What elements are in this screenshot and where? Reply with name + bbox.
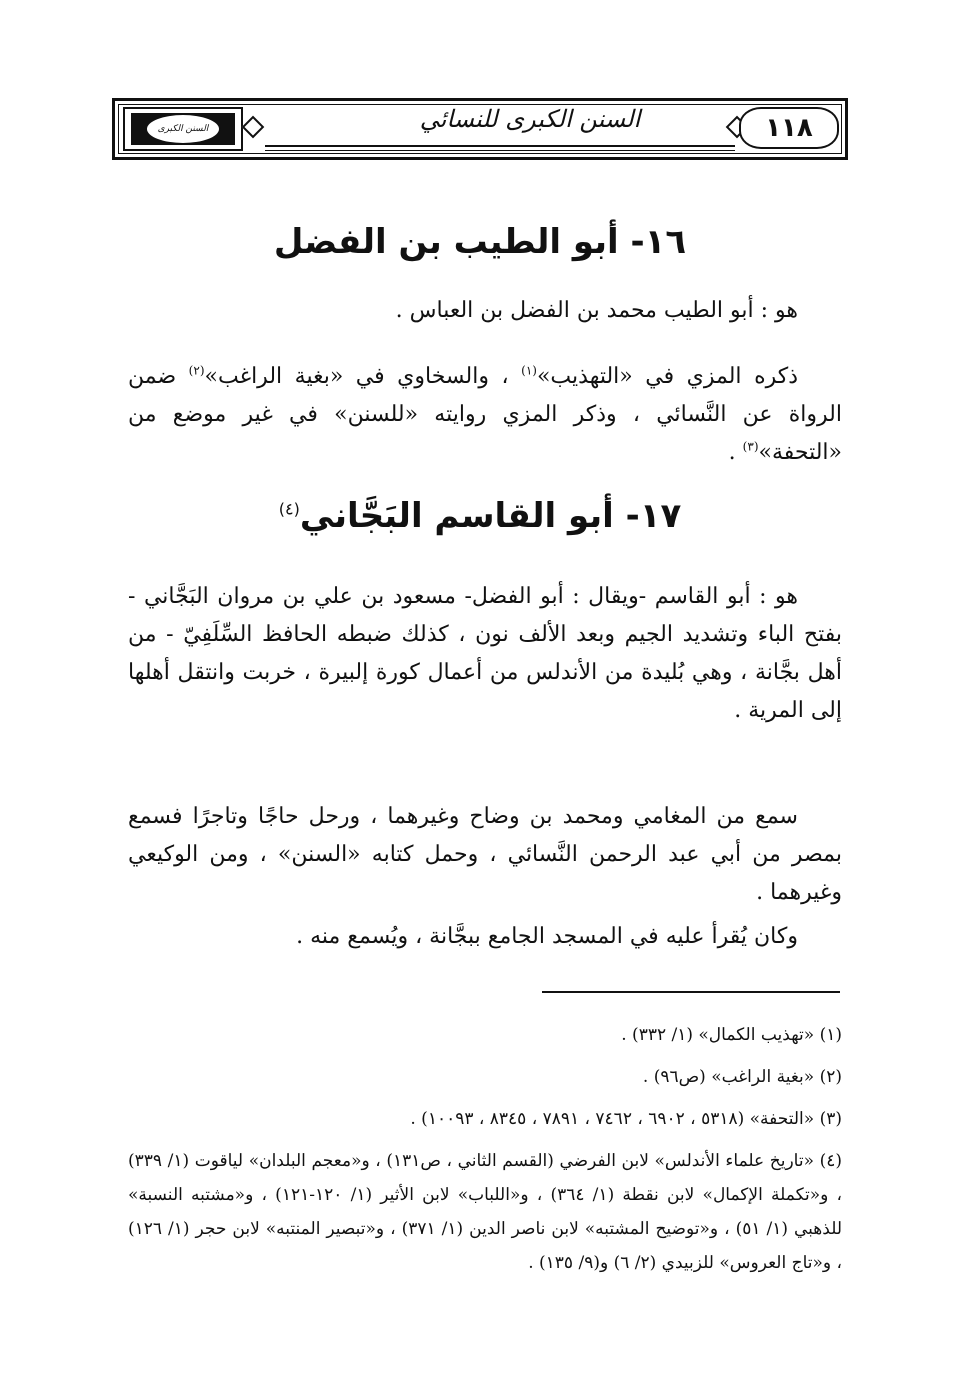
seal-frame <box>131 113 235 145</box>
footnote-ref: (١) <box>521 363 537 378</box>
paragraph-text: وكان يُقرأ عليه في المسجد الجامع ببجَّانة ، ويُسمع منه . <box>296 924 798 949</box>
footnote-text: (١) «تهذيب الكمال» (١/ ٣٣٢) . <box>621 1025 842 1045</box>
footnote-text: (٣) «التحفة» (٥٣١٨ ، ٦٩٠٢ ، ٧٤٦٢ ، ٧٨٩١ ، ٨٣٤٥ ، ١٠٠٩٣) . <box>410 1109 842 1129</box>
footnote-ref: (٢) <box>188 363 205 378</box>
footnote <box>128 1102 842 1136</box>
footnote-ref: (٣) <box>742 439 759 454</box>
footnote-separator <box>542 991 840 993</box>
page-number-frame <box>739 107 839 149</box>
paragraph <box>128 918 842 956</box>
seal-oval <box>145 113 221 145</box>
seal-text: السنن الكبرى <box>157 124 209 134</box>
footnote <box>128 1018 842 1052</box>
paragraph <box>128 292 842 330</box>
footnote-ref: (٤) <box>278 499 300 519</box>
diamond-ornament-icon <box>242 116 265 139</box>
book-seal-ornament <box>123 107 243 151</box>
paragraph-text: ضمن الرواة عن النَّسائي ، وذكر المزي روايته «للسنن» في غير موضع من «التحفة» <box>128 364 842 465</box>
footnote-text: (٤) «تاريخ علماء الأندلس» لابن الفرضي (القسم الثاني ، ص١٣١) ، و«معجم البلدان» لياقوت (١/ ٣٣٩) ، و«تكملة الإكمال» لابن نقطة (١/ ٣٦٤) ، و«اللباب» لابن الأثير (١/ ١٢٠-١٢١) ، و«مشتبه النسبة» للذهبي (١/ ٥١) ، و«توضيح المشتبه» لابن ناصر الدين (١/ ٣٧١) ، و«تبصير المنتبه» لابن حجر (١/ ١٢٦) ، و«تاج العروس» للزبيدي (٢/ ٦) و(٩/ ١٣٥) . <box>128 1151 843 1273</box>
footnote <box>128 1060 842 1094</box>
paragraph <box>128 358 842 472</box>
running-header <box>112 98 848 160</box>
heading-text: ١٦- أبو الطيب بن الفضل <box>273 222 687 262</box>
footnote <box>128 1144 842 1280</box>
section-heading <box>140 222 820 262</box>
section-heading <box>140 496 820 536</box>
paragraph-text: ، والسخاوي في «بغية الراغب» <box>204 364 522 389</box>
paragraph-text: . <box>728 440 743 465</box>
paragraph-text: هو : أبو الطيب محمد بن الفضل بن العباس . <box>395 298 798 323</box>
paragraph <box>128 798 842 912</box>
page-number: ١١٨ <box>765 113 813 143</box>
paragraph-text: هو : أبو القاسم -ويقال : أبو الفضل- مسعود بن علي بن مروان البَجَّاني - بفتح الباء وتشديد الجيم وبعد الألف نون ، كذلك ضبطه الحافظ السِّلَفِيّ - من أهل بجَّانة ، وهي بُليدة من الأندلس من أعمال كورة إلبيرة ، خربت وانتقل أهلها إلى المرية . <box>128 584 842 723</box>
paragraph-text: ذكره المزي في «التهذيب» <box>536 364 799 389</box>
footnote-text: (٢) «بغية الراغب» (ص٩٦) . <box>642 1067 842 1087</box>
paragraph-text: سمع من المغامي ومحمد بن وضاح وغيرهما ، ورحل حاجًا وتاجرًا فسمع بمصر من أبي عبد الرحمن النَّسائي ، وحمل كتابه «السنن» ، ومن الوكيعي وغيرهما . <box>128 804 842 905</box>
paragraph <box>128 578 842 730</box>
book-title: السنن الكبرى للنسائي <box>419 105 641 133</box>
header-rule-thin <box>265 150 735 151</box>
header-rule <box>265 145 735 147</box>
heading-text: ١٧- أبو القاسم البَجَّاني <box>299 496 682 536</box>
